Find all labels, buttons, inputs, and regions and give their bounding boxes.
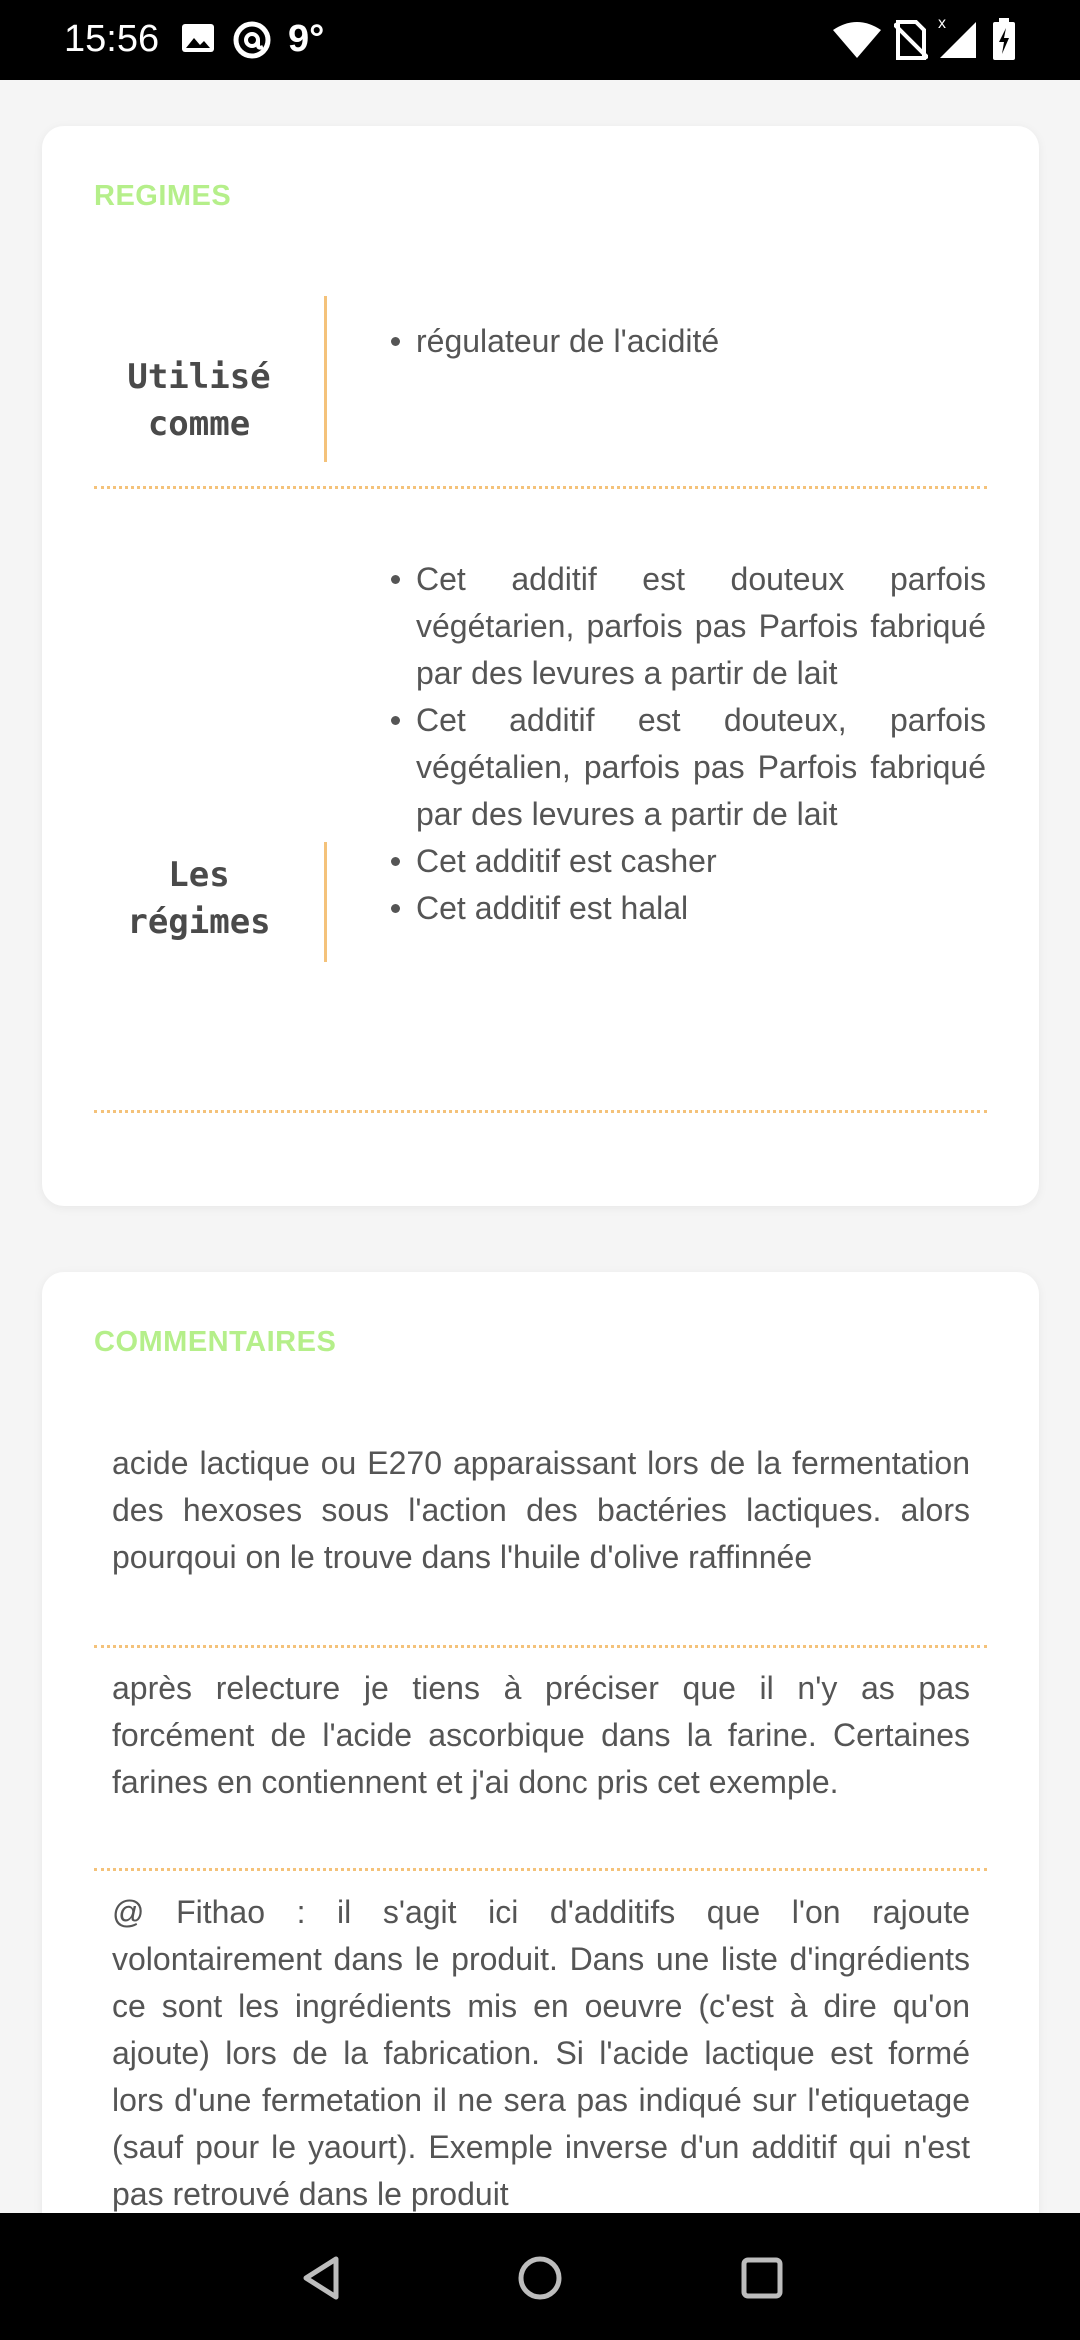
- at-sign-icon: [232, 20, 272, 65]
- regimes-row-used-as: [94, 296, 987, 456]
- status-time: 15:56: [64, 18, 160, 60]
- content-area[interactable]: [0, 80, 1080, 2213]
- home-icon[interactable]: [513, 2251, 567, 2305]
- comments-title: COMMENTAIRES: [94, 1326, 337, 1358]
- row-label-diets: Les régimes: [127, 855, 271, 942]
- battery-icon: [992, 18, 1016, 65]
- list-item: Cet additif est douteux, parfois végétalien, parfois pas Parfois fabriqué par des levures a partir de lait: [416, 697, 986, 838]
- row-divider-bar: [324, 842, 327, 962]
- status-bar: [0, 0, 1080, 80]
- row-separator: [94, 486, 987, 489]
- row-divider-bar: [324, 296, 327, 462]
- svg-text:x: x: [938, 15, 946, 32]
- comment-separator: [94, 1868, 987, 1871]
- navigation-bar: [0, 2213, 1080, 2340]
- row-separator: [94, 1110, 987, 1113]
- list-item: Cet additif est douteux parfois végétarien, parfois pas Parfois fabriqué par des levures a partir de lait: [416, 556, 986, 697]
- regimes-row-diets: [94, 536, 987, 1096]
- wifi-icon: [832, 22, 882, 65]
- status-temperature: 9°: [288, 18, 325, 60]
- comment-item: après relecture je tiens à préciser que il n'y as pas forcément de l'acide ascorbique dans la farine. Certaines farines en contiennent et j'ai donc pris cet exemple.: [112, 1670, 970, 1800]
- list-item: Cet additif est casher: [416, 838, 986, 885]
- row-label-used-as: Utilisé comme: [127, 357, 271, 444]
- used-as-list: [416, 318, 986, 365]
- list-item: Cet additif est halal: [416, 885, 986, 932]
- recents-icon[interactable]: [735, 2251, 789, 2305]
- comment-separator: [94, 1645, 987, 1648]
- no-sim-icon: [894, 20, 928, 65]
- regimes-title: REGIMES: [94, 180, 232, 212]
- diets-list: [416, 556, 986, 932]
- list-item: régulateur de l'acidité: [416, 318, 986, 365]
- image-icon: [180, 20, 216, 61]
- comment-item: acide lactique ou E270 apparaissant lors de la fermentation des hexoses sous l'action des bactéries lactiques. alors pourqoui on le trouve dans l'huile d'olive raffinnée: [112, 1445, 970, 1575]
- regimes-card: [42, 126, 1039, 1206]
- comments-card: [42, 1272, 1039, 2213]
- back-icon[interactable]: [296, 2251, 350, 2305]
- signal-icon: [938, 14, 978, 63]
- comment-item: @ Fithao : il s'agit ici d'additifs que l'on rajoute volontairement dans le produit. Dans une liste d'ingrédients ce sont les ingrédients mis en oeuvre (c'est à dire qu'on ajoute) lors de la fabrication. Si l'acide lactique est formé lors d'une fermetation il ne sera pas indiqué sur l'etiquetage (sauf pour le yaourt). Exemple inverse d'un additif qui n'est pas retrouvé dans le produit: [112, 1894, 970, 2212]
